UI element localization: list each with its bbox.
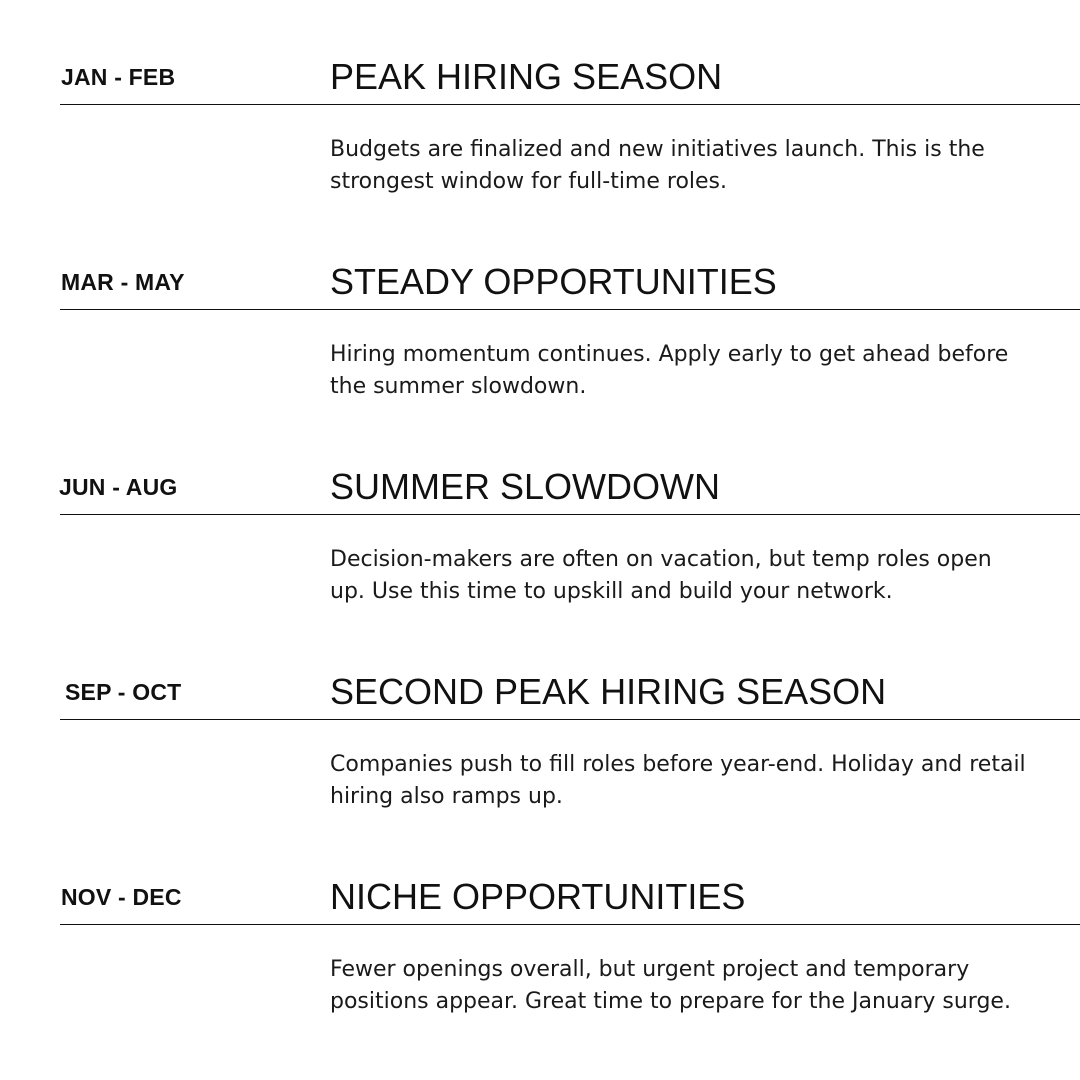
season-period: NOV - DEC [61,884,182,910]
season-period: SEP - OCT [65,679,182,705]
season-period: JUN - AUG [59,474,178,500]
divider [60,309,1080,310]
season-sep-oct [0,615,1080,820]
season-description: Budgets are finalized and new initiatives launch. This is the strongest window for full-time roles. [330,137,985,194]
season-description: Hiring momentum continues. Apply early to get ahead before the summer slowdown. [330,342,1009,399]
season-title: PEAK HIRING SEASON [330,56,723,97]
season-title: SECOND PEAK HIRING SEASON [330,671,887,712]
season-period: JAN - FEB [61,64,176,90]
season-title: SUMMER SLOWDOWN [330,466,720,507]
divider [60,104,1080,105]
divider [60,924,1080,925]
season-mar-may [0,205,1080,410]
divider [60,719,1080,720]
season-title: STEADY OPPORTUNITIES [330,261,777,302]
divider [60,514,1080,515]
season-title: NICHE OPPORTUNITIES [330,876,746,917]
season-nov-dec [0,820,1080,1025]
season-description: Decision-makers are often on vacation, but temp roles open up. Use this time to upskill and build your network. [330,547,992,604]
season-period: MAR - MAY [61,269,185,295]
season-jan-feb [0,0,1080,205]
season-description: Companies push to fill roles before year-end. Holiday and retail hiring also ramps up. [330,752,1026,809]
season-jun-aug [0,410,1080,615]
season-description: Fewer openings overall, but urgent project and temporary positions appear. Great time to prepare for the January surge. [330,957,1011,1014]
